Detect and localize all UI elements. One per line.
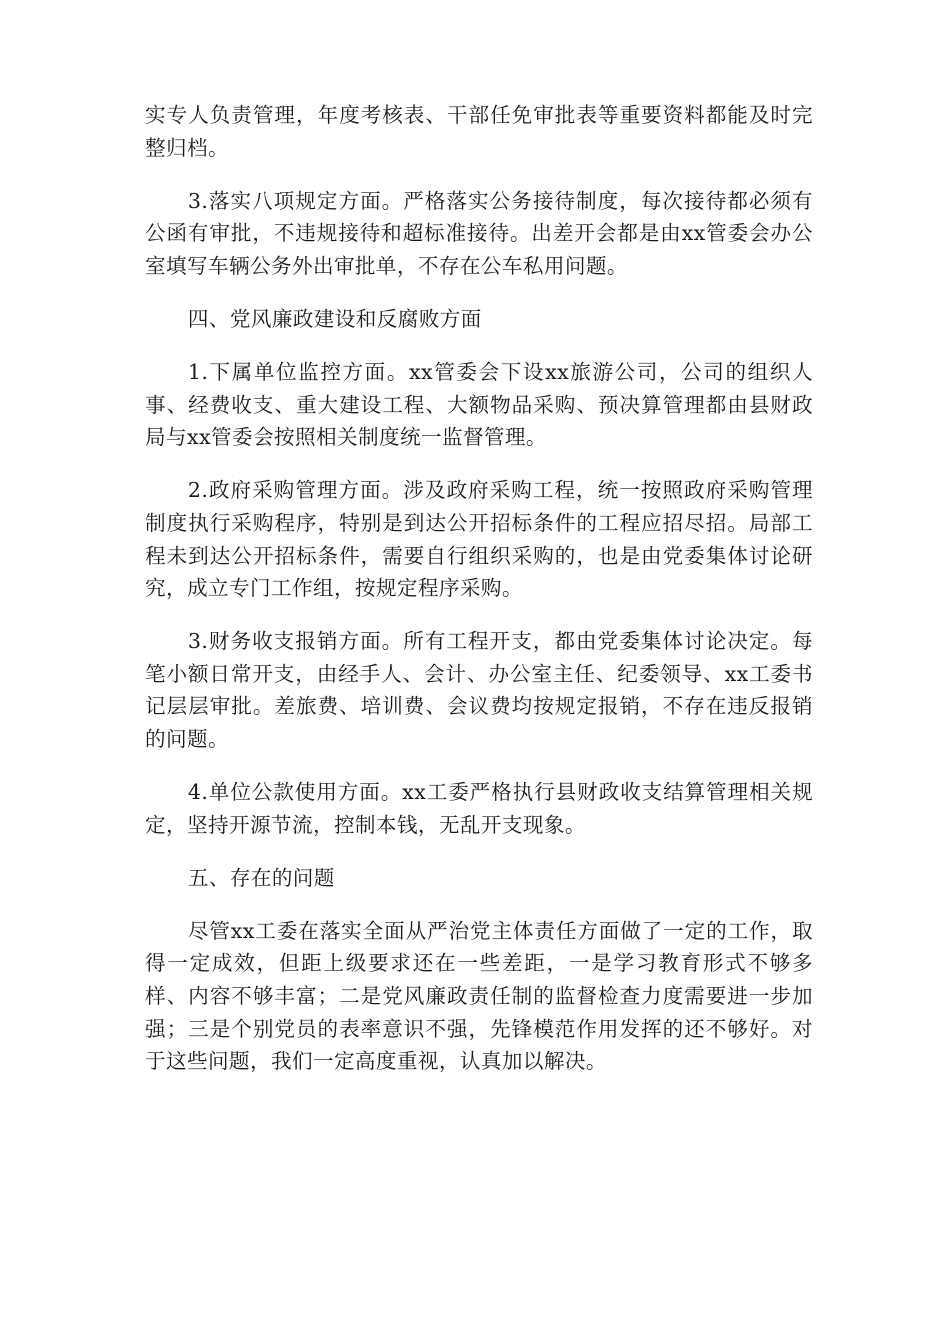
paragraph-existing-problems: 尽管xx工委在落实全面从严治党主体责任方面做了一定的工作，取得一定成效，但距上级要求还在一些差距，一是学习教育形式不够多样、内容不够丰富；二是党风廉政责任制的监督检查力度需要进一步加强；三是个别党员的表率意识不强，先锋模范作用发挥的还不够好。对于这些问题，我们一定高度重视，认真加以解决。 xyxy=(145,918,813,1074)
paragraph-procurement: 2.政府采购管理方面。涉及政府采购工程，统一按照政府采购管理制度执行采购程序，特别是到达公开招标条件的工程应招尽招。局部工程未到达公开招标条件，需要自行组织采购的，也是由党委集体讨论研究，成立专门工作组，按规定程序采购。 xyxy=(145,478,813,601)
section-heading-4: 四、党风廉政建设和反腐败方面 xyxy=(187,306,482,331)
paragraph-subsidiary-monitoring: 1.下属单位监控方面。xx管委会下设xx旅游公司，公司的组织人事、经费收支、重大建设工程、大额物品采购、预决算管理都由县财政局与xx管委会按照相关制度统一监督管理。 xyxy=(145,360,813,450)
paragraph-continuation: 实专人负责管理，年度考核表、干部任免审批表等重要资料都能及时完整归档。 xyxy=(145,103,813,160)
paragraph-finance-reimbursement: 3.财务收支报销方面。所有工程开支，都由党委集体讨论决定。每笔小额日常开支，由经手人、会计、办公室主任、纪委领导、xx工委书记层层审批。差旅费、培训费、会议费均按规定报销，不存在违反报销的问题。 xyxy=(145,629,813,751)
section-heading-5: 五、存在的问题 xyxy=(187,865,335,890)
document-body xyxy=(145,99,813,1098)
paragraph-public-funds: 4.单位公款使用方面。xx工委严格执行县财政收支结算管理相关规定，坚持开源节流，控制本钱，无乱开支现象。 xyxy=(145,780,813,837)
paragraph-eight-regulations: 3.落实八项规定方面。严格落实公务接待制度，每次接待都必须有公函有审批，不违规接待和超标准接待。出差开会都是由xx管委会办公室填写车辆公务外出审批单，不存在公车私用问题。 xyxy=(145,188,813,278)
